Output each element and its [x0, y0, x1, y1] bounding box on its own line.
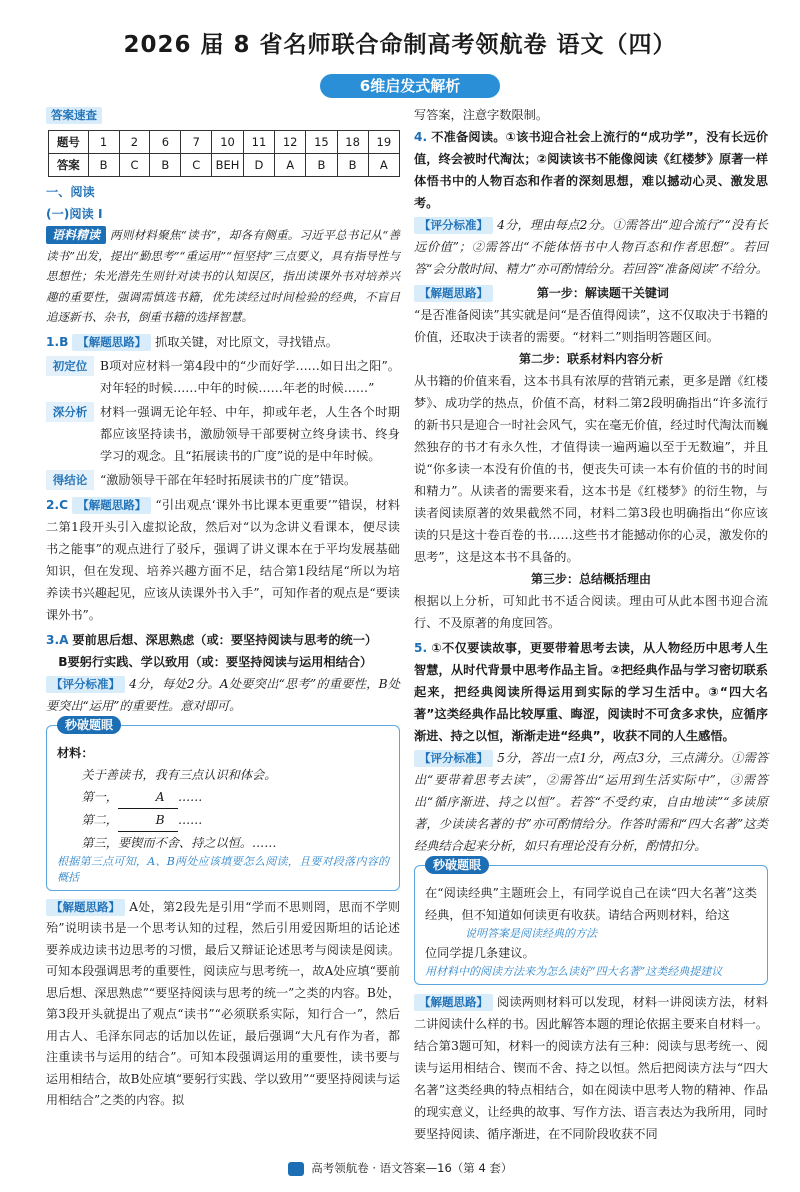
step-label: 深分析 — [46, 402, 94, 422]
step-text: 材料一强调无论年轻、中年，抑或年老，人生各个时期都应该坚持读书，激励领导干部要树立终身读书、终身学习的观念。且“拓展读书的广度”说的是中年时候。 — [100, 404, 400, 463]
answer-table-answer-row — [49, 154, 400, 177]
question-number: 5. — [414, 641, 428, 655]
step-row — [46, 469, 400, 491]
box-prefix: 第二， — [81, 812, 118, 827]
step-label: 得结论 — [46, 470, 94, 490]
step-text: “激励领导干部在年轻时拓展读书的广度”错误。 — [100, 472, 357, 487]
q3-answer-a: 要前思后想、深思熟虑（或：要坚持阅读与思考的统一） — [72, 632, 378, 647]
think-tag: 【解题思路】 — [72, 334, 151, 351]
score-tag: 【评分标准】 — [46, 676, 125, 693]
think-tag: 【解题思路】 — [46, 899, 125, 916]
table-cell: D — [243, 154, 274, 177]
q3-think: A处，第2段先是引用“学而不思则罔，思而不学则殆”说明读书是一个思考认知的过程，然后引用爱因斯坦的话论述要养成边读书边思考的习惯，最后又辩证论述思考与阅读是阅读。可知本段强调思考的重要性，阅读应与思考统一，故A处应填“要前思后想、深思熟虑”“要坚持阅读与思考的统一”之类的内容。B处，第3段开头就提出了观点“读书”“必须联系实际，知行合一”，然后用古人、毛泽东同志的话加以佐证，最后强调“大凡有作为者，都注重读书与运用的结合”。可知本段强调运用的重要性，读书要与运用相结合，故B处应填“要躬行实践、学以致用”“要坚持阅读与运用相结合”之类的内容。拟 — [46, 899, 400, 1107]
box-note: 根据第三点可知，A、B两处应该填要怎么阅读，且要对段落内容的概括 — [57, 854, 389, 884]
q2-text: “引出观点‘课外书比课本更重要’”错误，材料二第1段开头引入虚拟论敌，然后对“以为念讲义看课本，便尽读书之能事”的观点进行了驳斥，强调了讲义课本在于平均发展基础知识，但在发现、培养兴趣方面不足，结合第1段结尾“所以为培养读书兴趣起见，应该从读课外书入手”，可知作者的观点是“要读课外书”。 — [46, 497, 401, 622]
box-note: 说明答案是阅读经典的方法 — [465, 927, 597, 940]
think-tag: 【解题思路】 — [414, 285, 493, 302]
think-tag: 【解题思路】 — [72, 497, 151, 514]
box-line: 第三，要锲而不舍、持之以恒。…… — [81, 835, 277, 850]
left-column — [46, 104, 400, 1112]
section-banner: 6维启发式解析 — [320, 74, 500, 98]
right-column — [414, 104, 768, 1145]
hint-box-tag: 秒破题眼 — [57, 716, 121, 734]
footer-text: 高考领航卷 · 语文答案—16（第 4 套） — [311, 1161, 513, 1175]
box-prefix: 第一， — [81, 789, 118, 804]
blank-b: B — [118, 809, 178, 832]
table-cell: C — [119, 154, 150, 177]
table-cell: 11 — [243, 131, 274, 154]
table-cell: BEH — [212, 154, 244, 177]
q3-score: 4分，每处2分。A处要突出“思考”的重要性，B处要突出“运用”的重要性。意对即可。 — [46, 676, 400, 713]
table-header-cell: 答案 — [49, 154, 89, 177]
table-cell: 6 — [150, 131, 181, 154]
box-material: 材料： — [57, 745, 94, 760]
publisher-logo-icon — [288, 1162, 304, 1176]
table-cell: C — [181, 154, 212, 177]
box-line — [57, 809, 389, 832]
table-cell: 18 — [337, 131, 368, 154]
section-heading: 一、阅读 — [46, 185, 95, 199]
table-header-cell: 题号 — [49, 131, 89, 154]
box-suffix: …… — [177, 812, 203, 827]
step-text: “是否准备阅读”其实就是问“是否值得阅读”，这不仅取决于书籍的价值，还取决于读者的需要。“材料二”则指明答题区间。 — [414, 308, 768, 344]
question-number: 1.B — [46, 334, 69, 349]
answer-table — [48, 130, 400, 177]
question-number: 4. — [414, 130, 428, 144]
page-footer — [0, 1160, 800, 1176]
q1-text: 抓取关键，对比原文，寻找错点。 — [155, 334, 338, 349]
table-cell: 19 — [368, 131, 399, 154]
q5-text: ①不仅要读故事，更要带着思考去读，从人物经历中思考人生智慧，从时代背景中思考作品主旨。②把经典作品与学习密切联系起来，把经典阅读所得运用到实际的学习生活中。③“四大名著”这类经典作品比较厚重、晦涩，阅读时不可贪多求快，应循序渐进、持之以恒，渐渐走进“经典”，收获不同的人生感悟。 — [414, 641, 769, 743]
table-cell: 12 — [275, 131, 306, 154]
q4-text: 不准备阅读。①该书迎合社会上流行的“成功学”，没有长远价值，终会被时代淘汰；②阅读该书不能像阅读《红楼梦》原著一样体悟书中的人物百态和作者的深刻思想，难以撼动心灵、激发思考。 — [414, 130, 769, 210]
step-heading: 第二步：联系材料内容分析 — [518, 352, 663, 366]
answer-tag: 答案速查 — [46, 107, 102, 124]
q4-score: 4分，理由每点2分。①需答出“迎合流行”“没有长远价值”；②需答出“不能体悟书中人物百态和作者思想”。若回答“会分散时间、精力”亦可酌情给分。若回答“准备阅读”不给分。 — [414, 218, 768, 276]
box-line — [57, 786, 389, 809]
table-cell: 2 — [119, 131, 150, 154]
answer-table-question-row — [49, 131, 400, 154]
box-note: 用材料中的阅读方法来为怎么读好“四大名著”这类经典提建议 — [425, 965, 723, 978]
table-cell: B — [337, 154, 368, 177]
hint-box-tag: 秒破题眼 — [425, 856, 489, 874]
hint-box — [46, 717, 400, 891]
score-tag: 【评分标准】 — [414, 750, 493, 767]
step-text: 根据以上分析，可知此书不适合阅读。理由可从此本图书迎合流行、不及原著的角度回答。 — [414, 594, 768, 630]
box-line: 关于善读书，我有三点认识和体会。 — [81, 767, 277, 782]
step-heading: 第一步：解读题干关键词 — [536, 286, 669, 300]
table-cell: B — [88, 154, 119, 177]
step-row — [46, 355, 400, 399]
step-text: B项对应材料一第4段中的“少而好学……如日出之阳”。对年轻的时候……中年的时候……年老的时候……” — [100, 358, 400, 395]
hint-box — [414, 858, 768, 985]
question-number: 2.C — [46, 497, 69, 512]
table-cell: 10 — [212, 131, 244, 154]
think-tag: 【解题思路】 — [414, 994, 493, 1011]
table-cell: A — [275, 154, 306, 177]
table-cell: B — [306, 154, 337, 177]
step-text: 从书籍的价值来看，这本书具有浓厚的营销元素，更多是蹭《红楼梦》、成功学的热点，价值不高，材料二第2段明确指出“许多流行的新书只是迎合一时社会风气，实在毫无价值，经过时代淘汰而巍然独存的书才有永久性，才值得读一遍两遍以至于无数遍”，并且说“你多读一本没有价值的书，便丧失可读一本有价值的书的时间和精力”。从读者的需要来看，这本书是《红楼梦》的衍生物，与读者阅读原著的效果截然不同，材料二第3段也明确指出“你应该读的只是这十卷百卷的书……这些书才能撼动你的心灵，激发你的思考”，这是这本书不具备的。 — [414, 374, 768, 564]
step-label: 初定位 — [46, 356, 94, 376]
q5-think: 阅读两则材料可以发现，材料一讲阅读方法，材料二讲阅读什么样的书。因此解答本题的理论依据主要来自材料一。结合第3题可知，材料一的阅读方法有三种：阅读与思考统一、阅读与运用相结合、锲而不舍、持之以恒。然后把阅读方法与“四大名著”这类经典的特点相结合，如在阅读中思考人物的精神、作品的现实意义，让经典的故事、写作方法、语言表达为我所用，同时要坚持阅读、循序渐进，在不同阶段收获不同 — [414, 995, 769, 1141]
table-cell: 1 — [88, 131, 119, 154]
table-cell: B — [150, 154, 181, 177]
box-suffix: …… — [177, 789, 203, 804]
table-cell: 7 — [181, 131, 212, 154]
page-title: 2026 届 8 省名师联合命制高考领航卷 语文（四） — [123, 32, 677, 58]
continued-text: 写答案，注意字数限制。 — [414, 108, 549, 122]
box-line: 位同学提几条建议。 — [425, 946, 535, 960]
intro-text: 两则材料聚焦“读书”，却各有侧重。习近平总书记从“善读书”出发，提出“勤思考”“重运用”“恒坚持”三点要义，具有指导性与思想性；朱光潜先生则针对读书的认知误区，指出读课外书对培养兴趣的重要性，强调需慎选书籍，优先读经过时间检验的经典，不盲目追逐新书、杂书，倒重书籍的选择智慧。 — [46, 228, 401, 324]
intro-tag: 语料精读 — [46, 226, 106, 244]
table-cell: A — [368, 154, 399, 177]
subsection-heading: (一)阅读 Ⅰ — [46, 207, 103, 221]
table-cell: 15 — [306, 131, 337, 154]
q5-score: 5分，答出一点1分，两点3分，三点满分。①需答出“要带着思考去读”，②需答出“运用到生活实际中”，③需答出“循序渐进、持之以恒”。若答“不受约束，自由地读”“多读原著，少读读名著的书”亦可酌情给分。作答时需和“四大名著”这类经典结合起来分析，如只有理论没有分析，酌情扣分。 — [414, 751, 769, 853]
step-row — [46, 401, 400, 467]
q3-answer-b: B要躬行实践、学以致用（或：要坚持阅读与运用相结合） — [58, 654, 373, 669]
question-number: 3.A — [46, 632, 69, 647]
step-heading: 第三步：总结概括理由 — [530, 572, 651, 586]
blank-a: A — [118, 786, 178, 809]
box-line: 在“阅读经典”主题班会上，有同学说自己在读“四大名著”这类经典，但不知道如何读更有收获。请结合两则材料，给这 — [425, 886, 757, 922]
score-tag: 【评分标准】 — [414, 217, 493, 234]
